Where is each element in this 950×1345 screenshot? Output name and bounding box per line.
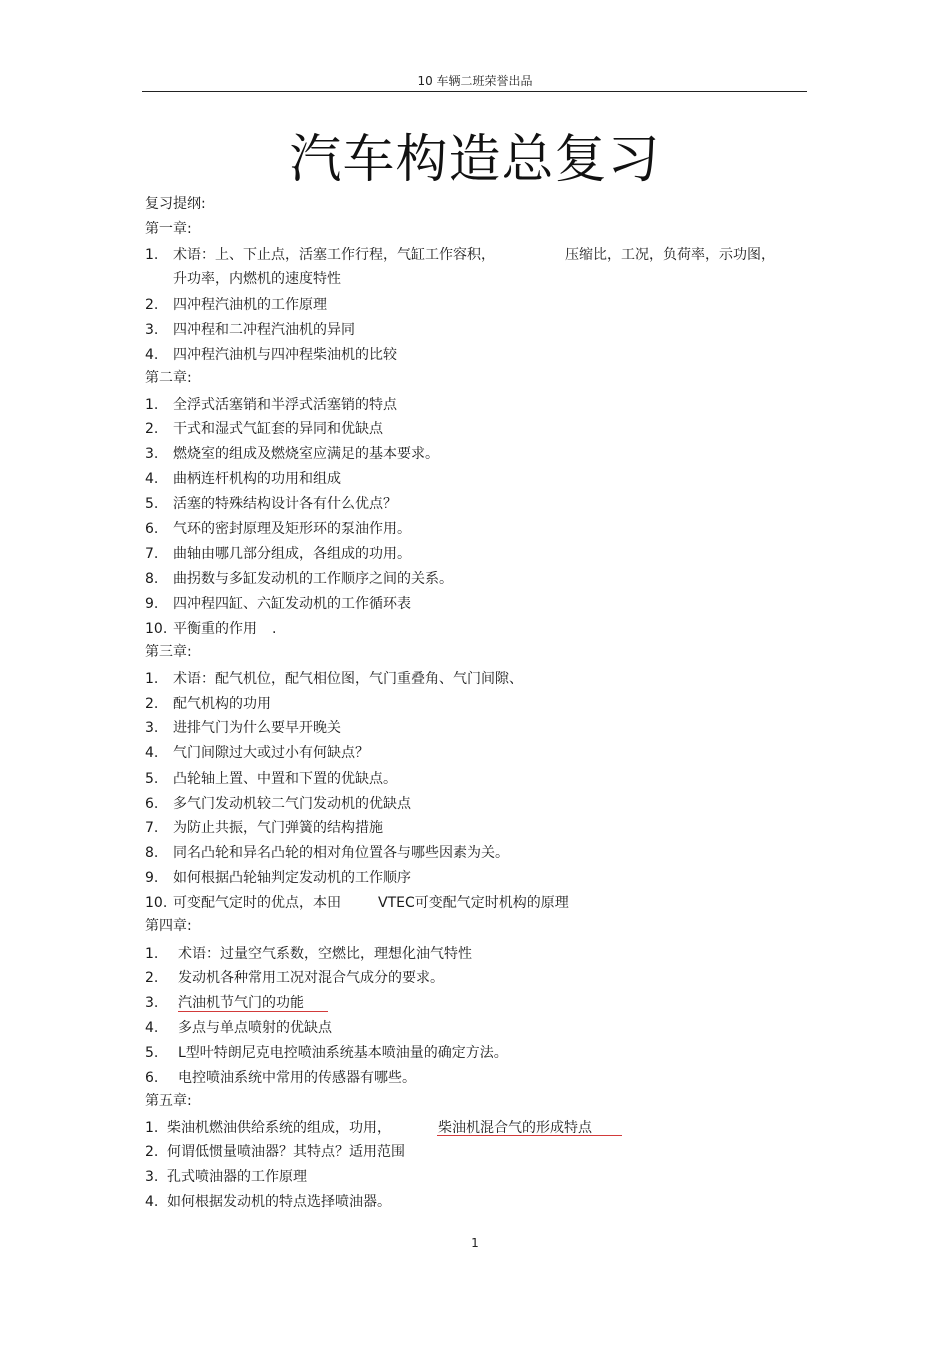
item-text: 全浮式活塞销和半浮式活塞销的特点 xyxy=(173,397,397,413)
item-number: 6. xyxy=(145,1070,159,1086)
item-text: 四冲程四缸、六缸发动机的工作循环表 xyxy=(173,596,411,612)
red-underline xyxy=(178,1011,328,1012)
item-text: 活塞的特殊结构设计各有什么优点？ xyxy=(173,496,397,512)
item-text: 术语：上、下止点，活塞工作行程，气缸工作容积， xyxy=(173,247,495,263)
item-number: 10. xyxy=(145,621,168,637)
item-text: 何谓低惯量喷油器？其特点？适用范围 xyxy=(167,1144,405,1160)
chapter-3-heading: 第三章: xyxy=(145,644,192,660)
item-number: 2. xyxy=(145,696,159,712)
chapter-5-heading: 第五章: xyxy=(145,1093,192,1109)
item-text: 多点与单点喷射的优缺点 xyxy=(178,1020,332,1036)
item-number: 5. xyxy=(145,771,159,787)
item-text-continued: VTEC可变配气定时机构的原理 xyxy=(378,895,569,911)
item-text: 术语：配气机位，配气相位图，气门重叠角、气门间隙、 xyxy=(173,671,523,687)
item-text: 气环的密封原理及矩形环的泵油作用。 xyxy=(173,521,411,537)
chapter-1-heading: 第一章: xyxy=(145,221,192,237)
page-number: 1 xyxy=(471,1236,479,1250)
item-text: 孔式喷油器的工作原理 xyxy=(167,1169,307,1185)
item-text: 气门间隙过大或过小有何缺点？ xyxy=(173,745,369,761)
item-text: 曲轴由哪几部分组成，各组成的功用。 xyxy=(173,546,411,562)
item-number: 3. xyxy=(145,720,159,736)
item-number: 3. xyxy=(145,1169,159,1185)
item-text: 曲柄连杆机构的功用和组成 xyxy=(173,471,341,487)
item-text-continued: 压缩比，工况，负荷率，示功图， xyxy=(565,247,775,263)
item-text: 可变配气定时的优点，本田 xyxy=(173,895,341,911)
item-number: 2. xyxy=(145,970,159,986)
item-text: L型叶特朗尼克电控喷油系统基本喷油量的确定方法。 xyxy=(178,1045,508,1061)
item-text: 干式和湿式气缸套的异同和优缺点 xyxy=(173,421,383,437)
item-number: 3. xyxy=(145,446,159,462)
item-text: 四冲程汽油机与四冲程柴油机的比较 xyxy=(173,347,397,363)
document-title: 汽车构造总复习 xyxy=(289,130,661,190)
item-number: 6. xyxy=(145,521,159,537)
item-text-continued: . xyxy=(272,621,277,637)
item-number: 2. xyxy=(145,297,159,313)
item-text: 燃烧室的组成及燃烧室应满足的基本要求。 xyxy=(173,446,439,462)
item-text: 平衡重的作用 xyxy=(173,621,257,637)
item-text: 多气门发动机较二气门发动机的优缺点 xyxy=(173,796,411,812)
item-number: 6. xyxy=(145,796,159,812)
item-number: 1. xyxy=(145,247,159,263)
item-text: 如何根据发动机的特点选择喷油器。 xyxy=(167,1194,391,1210)
item-text: 凸轮轴上置、中置和下置的优缺点。 xyxy=(173,771,397,787)
item-number: 7. xyxy=(145,820,159,836)
item-number: 5. xyxy=(145,496,159,512)
item-text: 四冲程和二冲程汽油机的异同 xyxy=(173,322,355,338)
item-number: 4. xyxy=(145,745,159,761)
item-number: 4. xyxy=(145,1020,159,1036)
item-text: 发动机各种常用工况对混合气成分的要求。 xyxy=(178,970,444,986)
red-underline xyxy=(437,1135,622,1136)
outline-label: 复习提纲: xyxy=(145,196,206,212)
item-text-underlined: 汽油机节气门的功能 xyxy=(178,995,304,1011)
page-header: 10 车辆二班荣誉出品 xyxy=(417,74,533,88)
item-text: 进排气门为什么要早开晚关 xyxy=(173,720,341,736)
item-number: 9. xyxy=(145,596,159,612)
item-text: 四冲程汽油机的工作原理 xyxy=(173,297,327,313)
item-number: 5. xyxy=(145,1045,159,1061)
item-text: 如何根据凸轮轴判定发动机的工作顺序 xyxy=(173,870,411,886)
item-text: 曲拐数与多缸发动机的工作顺序之间的关系。 xyxy=(173,571,453,587)
item-text: 电控喷油系统中常用的传感器有哪些。 xyxy=(178,1070,416,1086)
item-text: 为防止共振，气门弹簧的结构措施 xyxy=(173,820,383,836)
item-number: 1. xyxy=(145,1120,159,1136)
item-number: 4. xyxy=(145,347,159,363)
item-number: 7. xyxy=(145,546,159,562)
item-number: 3. xyxy=(145,995,159,1011)
item-number: 4. xyxy=(145,471,159,487)
item-text-underlined: 柴油机混合气的形成特点 xyxy=(438,1120,592,1136)
item-text: 术语：过量空气系数，空燃比，理想化油气特性 xyxy=(178,946,472,962)
item-number: 1. xyxy=(145,671,159,687)
item-number: 9. xyxy=(145,870,159,886)
item-number: 8. xyxy=(145,571,159,587)
item-number: 8. xyxy=(145,845,159,861)
item-number: 2. xyxy=(145,1144,159,1160)
item-number: 2. xyxy=(145,421,159,437)
item-number: 10. xyxy=(145,895,168,911)
item-text: 柴油机燃油供给系统的组成，功用， xyxy=(167,1120,391,1136)
item-number: 1. xyxy=(145,397,159,413)
chapter-2-heading: 第二章: xyxy=(145,370,192,386)
item-text: 配气机构的功用 xyxy=(173,696,271,712)
item-text: 同名凸轮和异名凸轮的相对角位置各与哪些因素为关。 xyxy=(173,845,509,861)
item-continuation: 升功率，内燃机的速度特性 xyxy=(173,271,341,287)
header-rule xyxy=(142,91,807,92)
item-number: 4. xyxy=(145,1194,159,1210)
chapter-4-heading: 第四章: xyxy=(145,918,192,934)
item-number: 3. xyxy=(145,322,159,338)
item-number: 1. xyxy=(145,946,159,962)
